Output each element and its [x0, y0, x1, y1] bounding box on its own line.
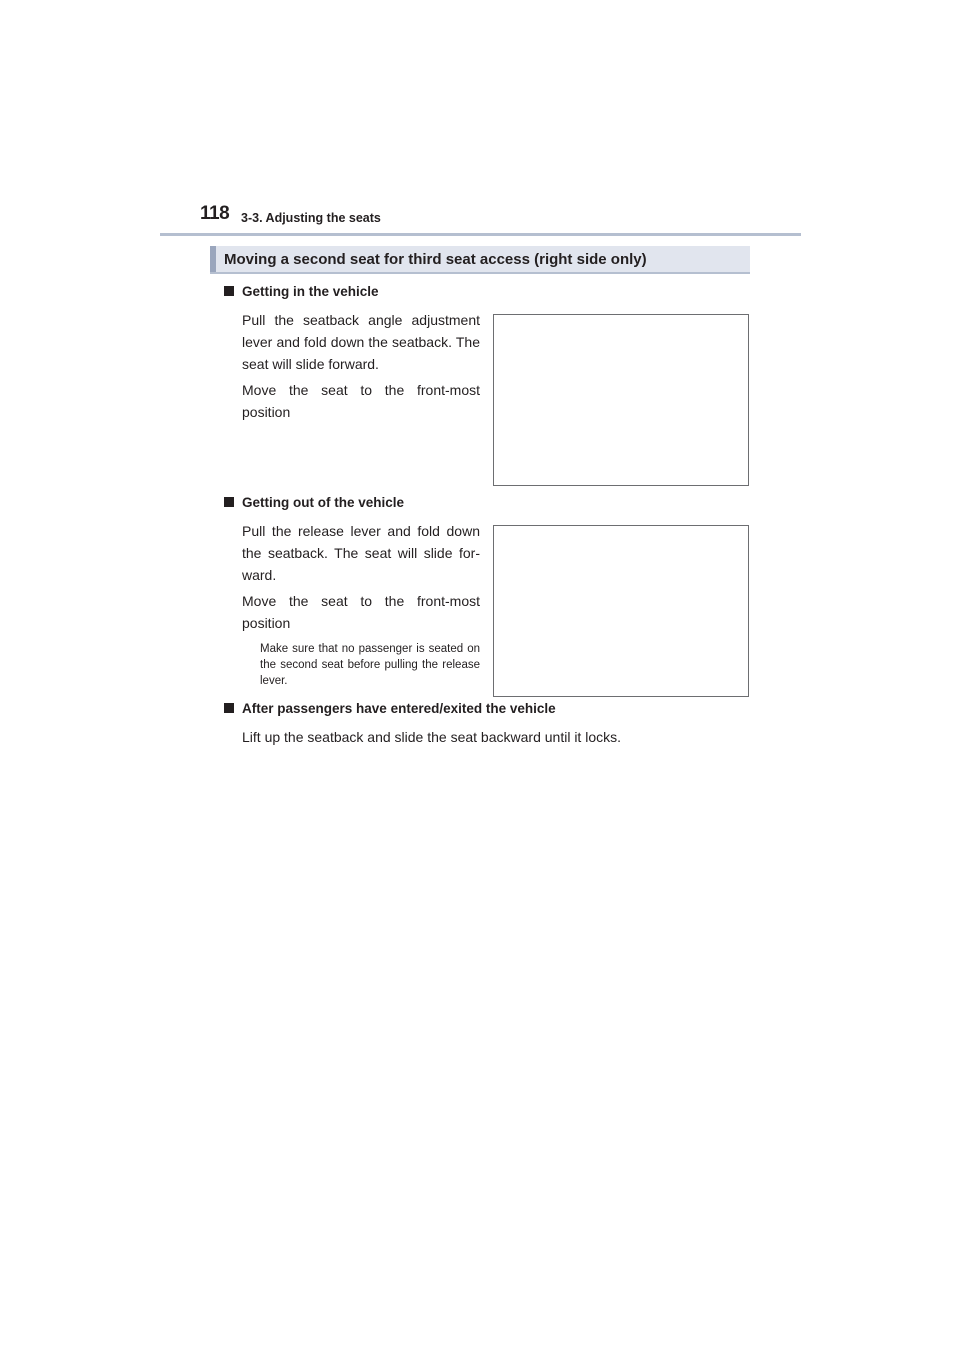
figure-getting-out — [493, 525, 749, 697]
page-number: 118 — [200, 203, 230, 224]
square-bullet-icon — [224, 703, 234, 713]
subhead-getting-in — [224, 284, 379, 299]
square-bullet-icon — [224, 497, 234, 507]
paragraph: Pull the release lever and fold down the seatback. The seat will slide for-ward. — [242, 523, 480, 583]
heading-accent — [210, 246, 216, 272]
paragraph: Move the seat to the front-most position — [242, 593, 480, 631]
header-rule — [160, 233, 801, 236]
heading-bar — [210, 246, 750, 274]
subhead-label: After passengers have entered/exited the vehicle — [242, 701, 556, 716]
square-bullet-icon — [224, 286, 234, 296]
subhead-after-passengers — [224, 701, 556, 716]
page-heading: Moving a second seat for third seat access (right side only) — [224, 251, 647, 268]
paragraph: Lift up the seatback and slide the seat backward until it locks. — [242, 729, 621, 745]
paragraph: Move the seat to the front-most position — [242, 382, 480, 420]
paragraph: Pull the seatback angle adjustment lever and fold down the seatback. The seat will slide forward. — [242, 312, 480, 372]
note: Make sure that no passenger is seated on the second seat before pulling the release lever. — [260, 643, 480, 687]
subhead-label: Getting in the vehicle — [242, 284, 379, 299]
subhead-label: Getting out of the vehicle — [242, 495, 405, 510]
figure-getting-in — [493, 314, 749, 486]
section-header: 3-3. Adjusting the seats — [241, 211, 381, 225]
subhead-getting-out — [224, 495, 404, 510]
